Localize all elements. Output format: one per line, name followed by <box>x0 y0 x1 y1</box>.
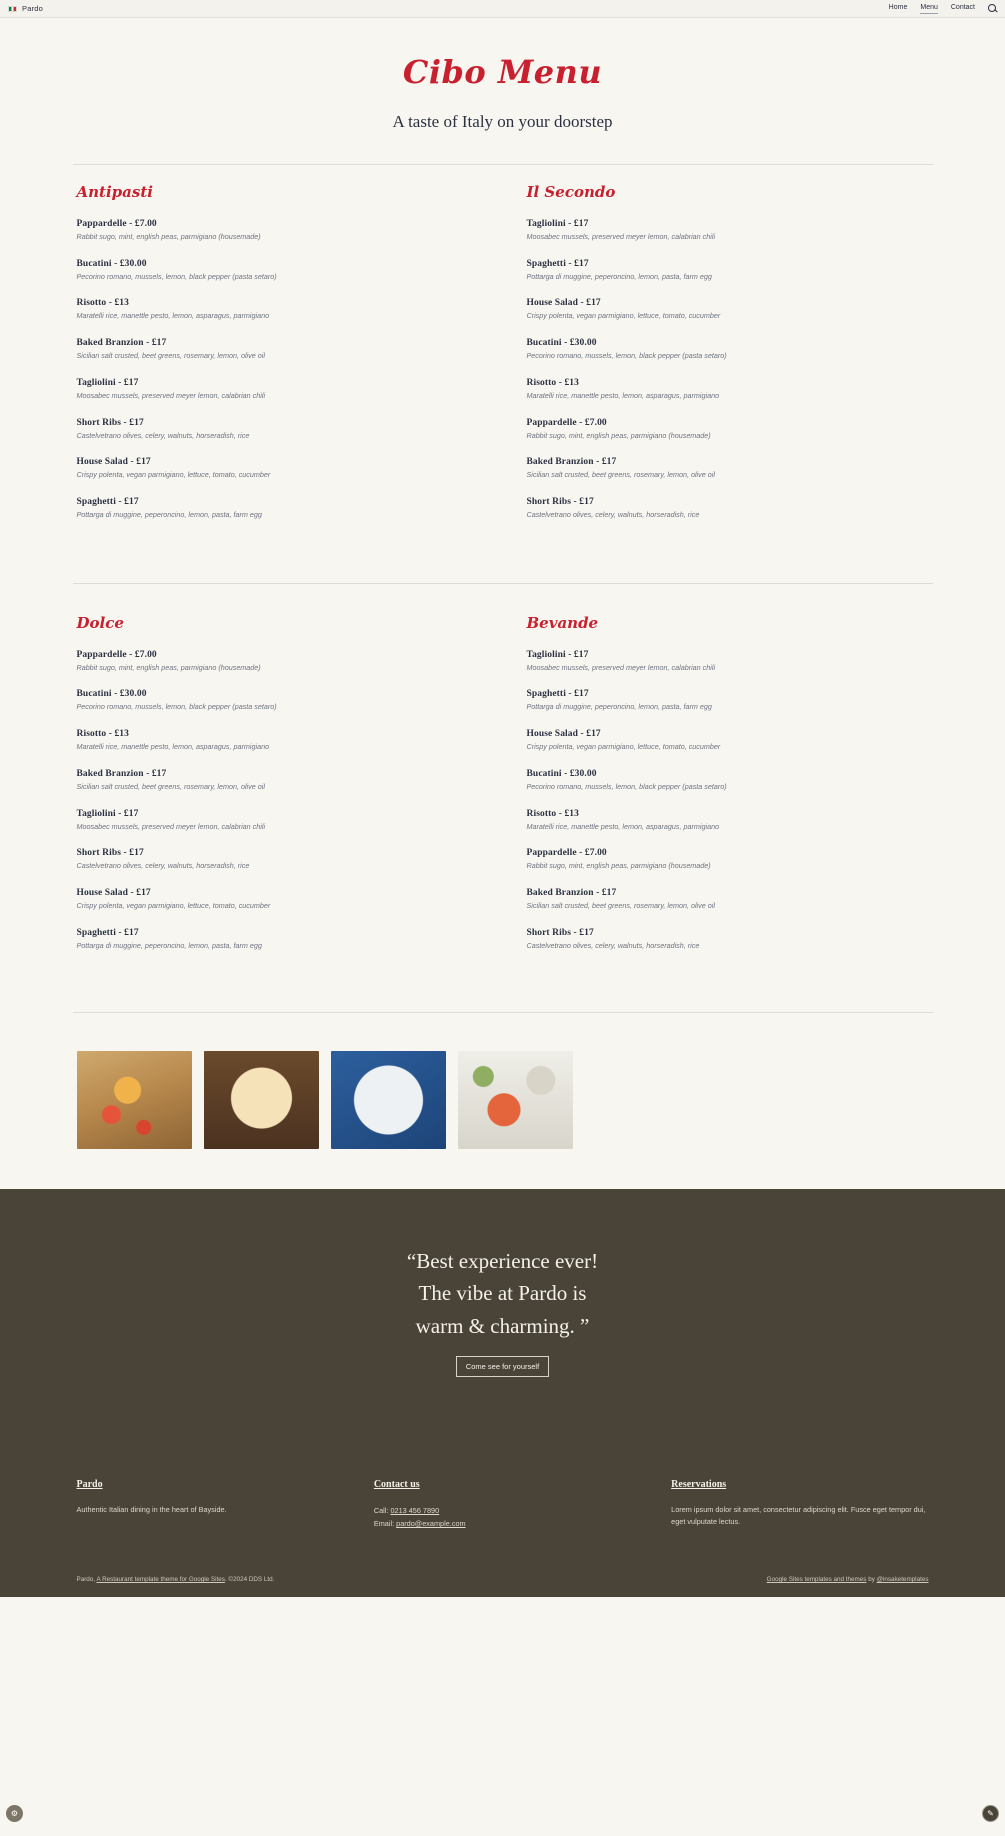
menu-item-desc: Crispy polenta, vegan parmigiano, lettuce, tomato, cucumber <box>76 901 271 911</box>
footer-about-title: Pardo <box>76 1479 103 1491</box>
table-spread-photo <box>458 1051 573 1149</box>
category-title: Il Secondo <box>526 183 616 201</box>
footer-email-label: Email: <box>373 1519 395 1529</box>
menu-item <box>527 689 929 712</box>
menu-item <box>77 457 479 480</box>
menu-item-desc: Moosabec mussels, preserved meyer lemon, calabrian chili <box>526 662 716 672</box>
menu-item-name: Baked Branzion - £17 <box>76 768 167 779</box>
salad-photo <box>331 1051 446 1149</box>
footer-author-link[interactable]: @insaketemplates <box>876 1576 929 1584</box>
menu-item-name: Spaghetti - £17 <box>526 258 589 269</box>
quote-line-1: “Best experience ever! <box>406 1248 599 1273</box>
menu-item-desc: Moosabec mussels, preserved meyer lemon, calabrian chili <box>76 390 266 400</box>
footer-contact-title: Contact us <box>373 1479 420 1491</box>
menu-item-name: Pappardelle - £7.00 <box>76 219 157 229</box>
menu-item-desc: Pecorino romano, mussels, lemon, black pepper (pasta setaro) <box>526 351 727 361</box>
menu-item <box>77 888 479 911</box>
menu-item-desc: Castelvetrano olives, celery, walnuts, horseradish, rice <box>526 940 700 950</box>
menu-item-desc: Maratelli rice, manettle pesto, lemon, asparagus, parmigiano <box>526 821 720 831</box>
menu-item <box>527 497 929 520</box>
photo-gallery <box>73 1013 933 1149</box>
footer-columns <box>73 1479 933 1530</box>
menu-item <box>527 338 929 361</box>
menu-section-group-1 <box>73 165 933 537</box>
footer-col-contact <box>374 1479 631 1530</box>
menu-item-name: Short Ribs - £17 <box>76 417 144 428</box>
menu-item <box>527 219 929 242</box>
pizza-photo <box>204 1051 319 1149</box>
footer-bottom-bar <box>73 1530 933 1597</box>
menu-item <box>527 809 929 832</box>
footer-phone-label: Call: <box>373 1506 389 1516</box>
settings-icon[interactable]: ⚙ <box>6 1805 23 1822</box>
menu-section-group-2 <box>73 584 933 968</box>
menu-item-desc: Pottarga di muggine, peperoncino, lemon, pasta, farm egg <box>526 702 712 712</box>
search-icon[interactable] <box>988 4 997 13</box>
menu-item-desc: Pottarga di muggine, peperoncino, lemon, pasta, farm egg <box>76 940 262 950</box>
menu-item <box>527 650 929 673</box>
top-navigation-bar <box>0 0 1005 18</box>
menu-category-il-secondo <box>523 183 933 537</box>
menu-item-name: House Salad - £17 <box>526 298 601 309</box>
category-title: Dolce <box>76 613 124 632</box>
menu-item-name: Baked Branzion - £17 <box>526 888 617 899</box>
menu-item <box>527 848 929 871</box>
menu-item-name: Spaghetti - £17 <box>76 927 139 938</box>
footer-phone-link[interactable]: 0213 456 7890 <box>390 1506 440 1516</box>
menu-item-desc: Crispy polenta, vegan parmigiano, lettuce, tomato, cucumber <box>76 470 271 480</box>
menu-item-desc: Rabbit sugo, mint, english peas, parmigiano (housemade) <box>526 861 711 871</box>
menu-item-desc: Rabbit sugo, mint, english peas, parmigiano (housemade) <box>526 430 711 440</box>
menu-item-desc: Maratelli rice, manettle pesto, lemon, asparagus, parmigiano <box>76 311 270 321</box>
menu-item <box>527 418 929 441</box>
menu-item-desc: Crispy polenta, vegan parmigiano, lettuce, tomato, cucumber <box>526 742 721 752</box>
menu-item-desc: Sicilian salt crusted, beet greens, rosemary, lemon, olive oil <box>526 470 715 480</box>
menu-item-name: Spaghetti - £17 <box>76 497 139 508</box>
menu-item-name: Spaghetti - £17 <box>526 689 589 700</box>
menu-item <box>77 338 479 361</box>
footer-by-label: by <box>868 1576 875 1584</box>
menu-item-desc: Sicilian salt crusted, beet greens, rosemary, lemon, olive oil <box>76 351 265 361</box>
menu-item-name: Risotto - £13 <box>526 808 579 819</box>
menu-item <box>527 729 929 752</box>
menu-item-desc: Pecorino romano, mussels, lemon, black pepper (pasta setaro) <box>526 781 727 791</box>
footer-col-about <box>77 1479 334 1530</box>
menu-item <box>77 729 479 752</box>
menu-item-name: Pappardelle - £7.00 <box>526 417 607 428</box>
menu-item-name: Tagliolini - £17 <box>76 377 139 388</box>
footer-themes-link[interactable]: Google Sites templates and themes <box>766 1576 867 1584</box>
menu-item-name: Tagliolini - £17 <box>526 219 589 229</box>
menu-item-name: Tagliolini - £17 <box>76 808 139 819</box>
menu-category-antipasti <box>73 183 483 537</box>
nav-item-home[interactable]: Home <box>888 4 908 11</box>
menu-item-name: Pappardelle - £7.00 <box>526 848 607 859</box>
menu-item <box>77 298 479 321</box>
site-brand[interactable] <box>8 4 43 13</box>
menu-item <box>527 769 929 792</box>
menu-item-desc: Castelvetrano olives, celery, walnuts, horseradish, rice <box>526 510 700 520</box>
menu-item <box>77 848 479 871</box>
menu-item-desc: Pecorino romano, mussels, lemon, black pepper (pasta setaro) <box>76 271 277 281</box>
menu-item-name: Baked Branzion - £17 <box>526 457 617 468</box>
menu-item <box>527 457 929 480</box>
menu-item-desc: Pottarga di muggine, peperoncino, lemon, pasta, farm egg <box>526 271 712 281</box>
page-subtitle: A taste of Italy on your doorstep <box>392 112 613 131</box>
footer-credit-left <box>77 1576 275 1583</box>
menu-category-bevande <box>523 614 933 968</box>
menu-item-name: Short Ribs - £17 <box>526 497 594 508</box>
footer-reservations-text: Lorem ipsum dolor sit amet, consectetur adipiscing elit. Fusce eget tempor dui, eget vulputate lectus. <box>671 1505 926 1527</box>
quote-line-3: warm & charming. ” <box>415 1313 590 1338</box>
menu-item-name: Bucatini - £30.00 <box>526 338 597 349</box>
come-see-for-yourself-button[interactable]: Come see for yourself <box>456 1356 549 1377</box>
footer-template-link[interactable]: A Restaurant template theme for Google Sites <box>96 1576 225 1584</box>
menu-item-name: Pappardelle - £7.00 <box>76 649 157 660</box>
nav-item-menu[interactable]: Menu <box>920 4 938 11</box>
menu-item-desc: Moosabec mussels, preserved meyer lemon, calabrian chili <box>526 232 716 241</box>
menu-item-desc: Castelvetrano olives, celery, walnuts, horseradish, rice <box>76 861 250 871</box>
menu-item-name: Risotto - £13 <box>76 729 129 740</box>
footer-email-link[interactable]: pardo@example.com <box>396 1519 466 1529</box>
menu-item-desc: Maratelli rice, manettle pesto, lemon, asparagus, parmigiano <box>76 742 270 752</box>
menu-item <box>77 650 479 673</box>
nav-item-contact[interactable]: Contact <box>950 4 975 11</box>
menu-item <box>77 689 479 712</box>
category-title: Antipasti <box>76 183 153 201</box>
menu-item-name: Risotto - £13 <box>526 377 579 388</box>
menu-item <box>527 888 929 911</box>
menu-item <box>527 378 929 401</box>
menu-item-desc: Pecorino romano, mussels, lemon, black pepper (pasta setaro) <box>76 702 277 712</box>
footer-phone-line <box>374 1504 631 1517</box>
menu-item-desc: Crispy polenta, vegan parmigiano, lettuce, tomato, cucumber <box>526 311 721 321</box>
page-header <box>0 18 1005 132</box>
menu-item-desc: Sicilian salt crusted, beet greens, rosemary, lemon, olive oil <box>526 901 715 911</box>
menu-item-desc: Sicilian salt crusted, beet greens, rosemary, lemon, olive oil <box>76 781 265 791</box>
menu-item-name: Risotto - £13 <box>76 298 129 309</box>
menu-item <box>77 497 479 520</box>
menu-content <box>73 164 933 1149</box>
menu-item <box>527 259 929 282</box>
footer-credit-right <box>767 1576 929 1583</box>
menu-item <box>77 378 479 401</box>
menu-category-dolce <box>73 614 483 968</box>
page-title: Cibo Menu <box>402 53 603 91</box>
menu-item-name: Bucatini - £30.00 <box>76 689 147 700</box>
menu-item-desc: Maratelli rice, manettle pesto, lemon, asparagus, parmigiano <box>526 390 720 400</box>
menu-item-name: House Salad - £17 <box>76 888 151 899</box>
menu-item-name: Bucatini - £30.00 <box>526 768 597 779</box>
footer-credit-prefix: Pardo, <box>76 1576 96 1584</box>
site-footer <box>0 1439 1005 1597</box>
menu-item-desc: Moosabec mussels, preserved meyer lemon, calabrian chili <box>76 821 266 831</box>
menu-item-desc: Rabbit sugo, mint, english peas, parmigiano (housemade) <box>76 662 261 672</box>
footer-about-text: Authentic Italian dining in the heart of Bayside. <box>76 1505 227 1515</box>
menu-item-name: Short Ribs - £17 <box>526 927 594 938</box>
footer-reservations-title: Reservations <box>671 1479 727 1491</box>
menu-item <box>77 259 479 282</box>
menu-item-name: Tagliolini - £17 <box>526 649 589 660</box>
quote-line-2: The vibe at Pardo is <box>418 1281 587 1306</box>
testimonial-quote <box>293 1245 713 1343</box>
main-nav <box>889 4 997 13</box>
menu-item <box>527 298 929 321</box>
menu-item <box>77 809 479 832</box>
menu-item-name: Short Ribs - £17 <box>76 848 144 859</box>
edit-pencil-icon[interactable]: ✎ <box>982 1805 999 1822</box>
footer-credit-suffix: . ©2024 DDS Ltd. <box>224 1576 275 1584</box>
menu-item-name: Baked Branzion - £17 <box>76 338 167 349</box>
menu-item <box>77 769 479 792</box>
category-title: Bevande <box>526 613 599 632</box>
footer-col-reservations <box>671 1479 928 1530</box>
menu-item-name: House Salad - £17 <box>76 457 151 468</box>
menu-item <box>77 928 479 951</box>
menu-item-desc: Castelvetrano olives, celery, walnuts, horseradish, rice <box>76 430 250 440</box>
menu-item <box>77 219 479 242</box>
menu-item-name: House Salad - £17 <box>526 729 601 740</box>
menu-item-desc: Pottarga di muggine, peperoncino, lemon, pasta, farm egg <box>76 510 262 520</box>
footer-email-line <box>374 1517 631 1530</box>
bruschetta-photo <box>77 1051 192 1149</box>
menu-item <box>527 928 929 951</box>
testimonial-band <box>0 1189 1005 1440</box>
menu-item-desc: Rabbit sugo, mint, english peas, parmigiano (housemade) <box>76 232 261 241</box>
italy-flag-icon <box>8 6 17 12</box>
menu-item <box>77 418 479 441</box>
menu-item-name: Bucatini - £30.00 <box>76 258 147 269</box>
brand-name: Pardo <box>22 4 44 13</box>
